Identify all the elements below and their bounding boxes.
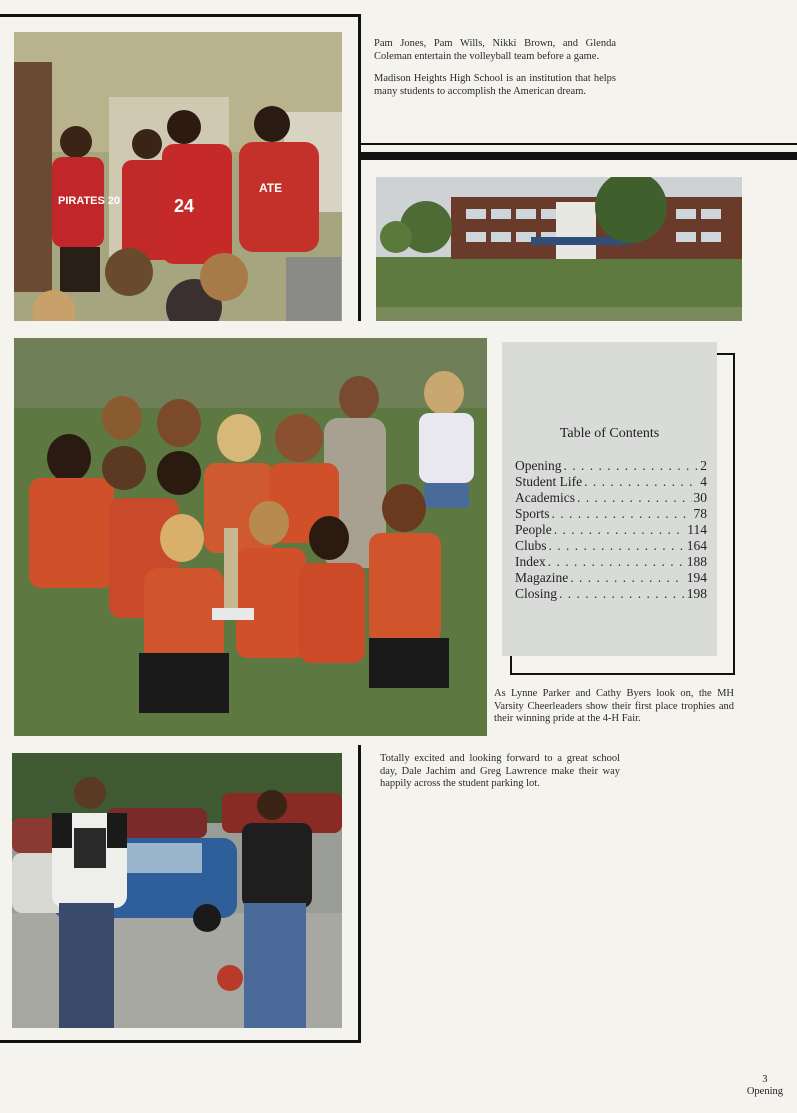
toc-frame-bottom [510, 673, 735, 675]
caption-cheerleaders-volleyball: Pam Jones, Pam Wills, Nikki Brown, and Glenda Coleman entertain the volleyball team before a game. [374, 38, 616, 62]
toc-item-page: 30 [693, 490, 707, 505]
toc-item-label: Academics [515, 490, 575, 505]
toc-item-page: 188 [686, 554, 707, 569]
toc-item-clubs[interactable] [515, 538, 707, 554]
toc-item-label: Closing [515, 586, 558, 601]
toc-item-page: 194 [686, 570, 707, 585]
frame-right-top [358, 14, 361, 321]
toc-item-page: 4 [700, 474, 707, 489]
page-number: 3 [762, 1074, 768, 1085]
toc-item-people[interactable] [515, 522, 707, 538]
divider-thick [361, 152, 797, 160]
toc-item-page: 164 [686, 538, 707, 553]
toc-item-student-life[interactable] [515, 474, 707, 490]
toc-title: Table of Contents [559, 426, 660, 441]
toc-item-label: Index [515, 554, 546, 569]
caption-parking-lot: Totally excited and looking forward to a great school day, Dale Jachim and Greg Lawrence make their way happily across the student parking lot. [380, 753, 620, 789]
parking-lot-image [12, 753, 342, 1028]
toc-item-opening[interactable] [515, 458, 707, 474]
cheerleaders-trophies-image [14, 338, 487, 736]
page-footer [747, 1074, 783, 1098]
frame-bottom [0, 1040, 361, 1043]
jersey-middle-text: 24 [174, 196, 195, 216]
frame-top-left [0, 14, 361, 17]
toc-frame-tick [717, 353, 735, 355]
jersey-left-text: PIRATES 20 [58, 195, 121, 207]
toc-leader-dots [549, 538, 685, 554]
toc-leader-dots [577, 490, 692, 506]
toc-item-closing[interactable] [515, 586, 707, 602]
jersey-right-text: ATE [259, 181, 283, 195]
toc-item-label: Magazine [515, 570, 569, 585]
toc-leader-dots [559, 586, 685, 602]
toc-item-academics[interactable] [515, 490, 707, 506]
toc-item-magazine[interactable] [515, 570, 707, 586]
cheerleaders-hallway-image [14, 32, 342, 321]
toc-item-label: Clubs [515, 538, 547, 553]
toc-item-index[interactable] [515, 554, 707, 570]
toc-item-page: 78 [693, 506, 707, 521]
cheerleaders-trophies-photo [14, 338, 487, 736]
toc-item-page: 198 [686, 586, 707, 601]
school-building-image [376, 177, 742, 321]
toc-list [515, 458, 707, 602]
section-name: Opening [746, 1086, 783, 1097]
toc-frame-right [733, 353, 735, 675]
toc-item-label: Opening [515, 458, 562, 473]
toc-leader-dots [552, 506, 692, 522]
parking-lot-photo [12, 753, 342, 1028]
caption-trophies: As Lynne Parker and Cathy Byers look on, the MH Varsity Cheerleaders show their first place trophies and their winning pride at the 4-H Fair. [494, 688, 734, 724]
toc-leader-dots [554, 522, 686, 538]
toc-item-sports[interactable] [515, 506, 707, 522]
toc-item-page: 2 [700, 458, 707, 473]
school-building-photo [376, 177, 742, 321]
toc-leader-dots [548, 554, 685, 570]
toc-item-label: Student Life [515, 474, 583, 489]
divider-thin [361, 143, 797, 145]
toc-frame-left [510, 656, 512, 675]
toc-leader-dots [584, 474, 698, 490]
caption-top-right [374, 38, 616, 108]
toc-leader-dots [564, 458, 699, 474]
toc-leader-dots [570, 570, 685, 586]
frame-right-bottom [358, 745, 361, 1043]
toc-item-page: 114 [687, 522, 707, 537]
table-of-contents [502, 342, 717, 656]
caption-school-institution: Madison Heights High School is an institution that helps many students to accomplish the American dream. [374, 73, 616, 97]
cheerleaders-hallway-photo [14, 32, 342, 321]
toc-item-label: People [515, 522, 552, 537]
toc-item-label: Sports [515, 506, 550, 521]
